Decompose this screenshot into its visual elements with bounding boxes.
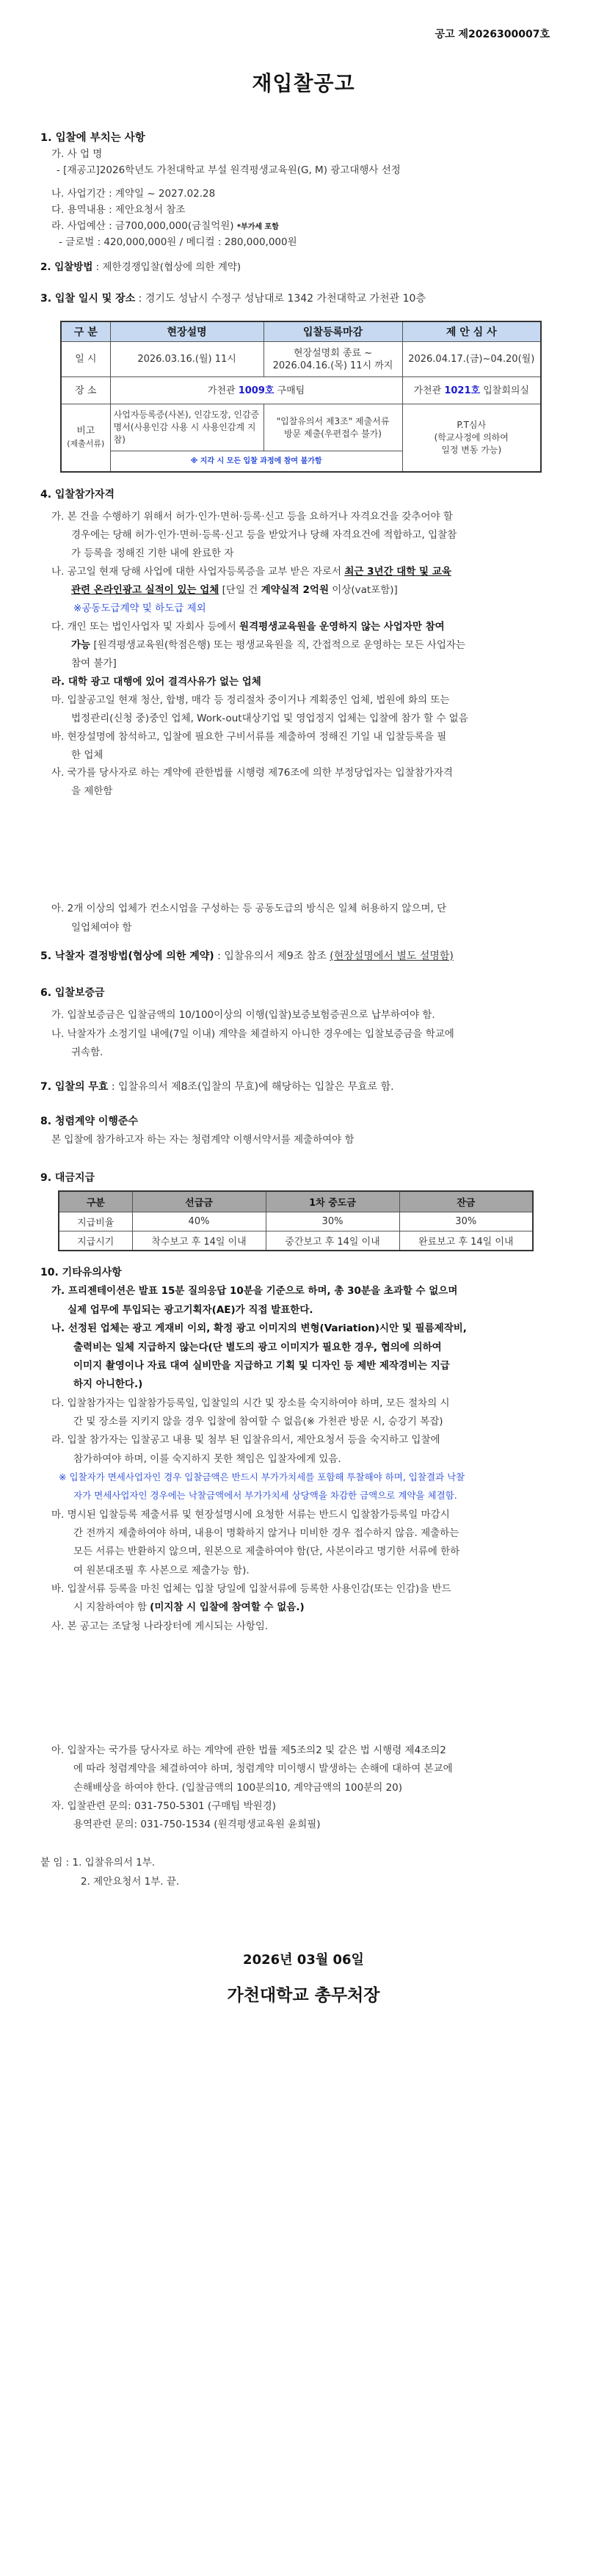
- s10-ra-note-1: ※ 입찰자가 면세사업자인 경우 입찰금액은 반드시 부가가치세를 포함해 투찰해야 하며, 입찰결과 낙찰: [59, 1471, 465, 1482]
- s4-na-2: [71, 583, 398, 597]
- s1-item-da-text: 다. 용역내용 : 제안요청서 참조: [51, 204, 186, 216]
- s10-da-1: 다. 입찰참가자는 입찰참가등록일, 입찰일의 시간 및 장소를 숙지하여야 하며, 모든 절차의 시: [51, 1397, 450, 1409]
- s4-ga-1: 가. 본 건을 수행하기 위해서 허가·인가·면허·등록·신고 등을 요하거나 자격요건을 갖추어야 할: [51, 511, 453, 523]
- s10-ja-2: 용역관련 문의: 031-750-1534 (원격평생교육원 윤희필): [73, 1819, 321, 1830]
- section-3: [40, 291, 426, 306]
- t1-label-datetime: 일 시: [61, 342, 110, 377]
- section-3-heading: 3. 입찰 일시 및 장소: [40, 293, 136, 305]
- s10-ra-1: 라. 입찰 참가자는 입찰공고 내용 및 첨부 된 입찰유의서, 제안요청서 등을 숙지하고 입찰에: [51, 1434, 440, 1446]
- s4-a-2: 일업체여야 함: [71, 922, 132, 934]
- bid-schedule-table: [60, 321, 542, 473]
- s4-na-vat: 이상(vat포함)]: [328, 584, 398, 596]
- s4-na-contract: 계약실적 2억원: [261, 584, 329, 596]
- s10-ba-1: 바. 입찰서류 등록을 마친 업체는 입찰 당일에 입찰서류에 등록한 사용인감(또는 인감)을 반드: [51, 1583, 451, 1595]
- s10-a-2: 에 따라 청렴계약을 체결하여야 하며, 청렴계약 미이행시 발생하는 손해에 대하여 본교에: [73, 1763, 453, 1775]
- section-3-text: : 경기도 성남시 수정구 성남대로 1342 가천대학교 가천관 10층: [135, 293, 426, 305]
- t1-place-building: 가천관: [207, 385, 239, 396]
- t1-briefing-datetime: 2026.03.16.(월) 11시: [110, 342, 263, 377]
- attachments: 붙 임 : 1. 입찰유의서 1부.: [40, 1857, 156, 1869]
- s6-na-2: 귀속함.: [71, 1047, 103, 1058]
- s1-vat-note: *부가세 포함: [236, 223, 279, 231]
- s10-ma-2: 간 전까지 제출하여야 하며, 내용이 명확하지 않거나 미비한 경우 접수하지 않음. 제출하는: [73, 1527, 459, 1539]
- notice-number: 공고 제2026300007호: [435, 29, 550, 40]
- t2-cell: 지급비율: [59, 1212, 132, 1231]
- s4-na-bold: 최근 3년간 대학 및 교육: [344, 566, 451, 578]
- t2-cell: 중간보고 후 14일 이내: [266, 1231, 399, 1251]
- page-title: 재입찰공고: [252, 71, 355, 95]
- t1-note-sublabel: (제출서류): [67, 439, 105, 449]
- s10-da-2: 간 및 장소를 지키지 않을 경우 입찰에 참여할 수 없음(※ 가천관 방문 시, 승강기 복잡): [73, 1416, 443, 1427]
- s4-da-3: 참여 불가]: [71, 658, 117, 669]
- s10-na-3: 이미지 촬영이나 자료 대여 실비만을 지급하고 기획 및 디자인 등 제반 제작경비는 지급: [73, 1360, 450, 1372]
- section-9-heading: 9. 대금지급: [40, 1172, 95, 1184]
- s4-da-bold-2: 가능: [71, 639, 91, 651]
- s4-ba-2: 한 업체: [71, 749, 103, 761]
- s4-sa-1: 사. 국가를 당사자로 하는 계약에 관한법률 시행령 제76조에 의한 부정당업자는 입찰참가자격: [51, 767, 453, 779]
- t2-header-category: 구분: [59, 1191, 132, 1212]
- s4-na-3: ※공동도급계약 및 하도급 제외: [73, 603, 206, 614]
- s4-ba-1: 바. 현장설명에 참석하고, 입찰에 필요한 구비서류를 제출하여 정해진 기일 내 입찰등록을 필: [51, 731, 447, 743]
- s1-budget: 라. 사업예산 : 금700,000,000(금칠억원): [51, 220, 234, 232]
- s4-ga-2: 경우에는 당해 허가·인가·면허·등록·신고 등을 받았거나 당해 자격요건에 적합하고, 입찰참: [71, 529, 457, 541]
- section-7: [40, 1080, 394, 1094]
- issuing-organization: 가천대학교 총무처장: [227, 1986, 380, 2005]
- t1-note-pt: P.T심사: [457, 419, 487, 430]
- s10-ba-text: 시 지참하여야 함: [73, 1601, 150, 1613]
- t1-note-label: 비고: [76, 426, 95, 437]
- section-5: [40, 949, 454, 964]
- t1-label-note: [61, 404, 110, 472]
- t1-place-building-2: 가천관: [413, 385, 445, 396]
- s4-da-text-2: [원격평생교육원(학점은행) 또는 평생교육원을 직, 간접적으로 운영하는 모든 사업자는: [90, 639, 465, 651]
- t1-review-datetime: 2026.04.17.(금)~04.20(월): [402, 342, 541, 377]
- s6-ga: 가. 입찰보증금은 입찰금액의 10/100이상의 이행(입찰)보증보험증권으로 납부하여야 함.: [51, 1009, 435, 1021]
- t1-place-briefing: [110, 377, 402, 404]
- attachment-2: 2. 제안요청서 1부. 끝.: [81, 1876, 180, 1888]
- s4-na-text-2: [단일 건: [219, 584, 261, 596]
- t1-note-pt-line2: (학교사정에 의하여: [434, 432, 509, 443]
- t1-note-sub-line2: 방문 제출(우편접수 불가): [284, 428, 382, 439]
- section-5-heading: 5. 낙찰자 결정방법(협상에 의한 계약): [40, 950, 214, 962]
- section-8-heading: 8. 청렴계약 이행준수: [40, 1116, 138, 1127]
- t2-header-balance: 잔금: [399, 1191, 533, 1212]
- section-5-note: (현장설명에서 별도 설명함): [330, 950, 454, 962]
- t2-cell: 착수보고 후 14일 이내: [132, 1231, 266, 1251]
- t2-cell: 40%: [132, 1212, 266, 1231]
- section-7-text: : 입찰유의서 제8조(입찰의 무효)에 해당하는 입찰은 무효로 함.: [108, 1081, 394, 1093]
- t2-header-interim: 1차 중도금: [266, 1191, 399, 1212]
- announcement-date: 2026년 03월 06일: [243, 1952, 364, 1968]
- s10-na-1: 나. 선정된 업체는 광고 게재비 이외, 확정 광고 이미지의 변형(Variation)시안 및 필름제작비,: [51, 1322, 467, 1334]
- section-8-text: 본 입찰에 참가하고자 하는 자는 청렴계약 이행서약서를 제출하여야 함: [51, 1134, 355, 1146]
- t2-cell: 30%: [266, 1212, 399, 1231]
- t1-deadline-datetime: [263, 342, 402, 377]
- section-5-text: : 입찰유의서 제9조 참조: [214, 950, 330, 962]
- s6-na-1: 나. 낙찰자가 소정기일 내에(7일 이내) 계약을 체결하지 아니한 경우에는 입찰보증금을 학교에: [51, 1028, 454, 1040]
- t1-note-pt-line3: 일정 변동 가능): [441, 444, 502, 455]
- s4-na-1: [51, 564, 451, 579]
- s10-ga-1: 가. 프리젠테이션은 발표 15분 질의응답 10분을 기준으로 하며, 총 30분을 초과할 수 없으며: [51, 1285, 458, 1297]
- t2-cell: 30%: [399, 1212, 533, 1231]
- s10-ba-2: [73, 1600, 305, 1615]
- section-2-heading: 2. 입찰방법: [40, 261, 93, 273]
- section-2-text: : 제한경쟁입찰(협상에 의한 계약): [92, 261, 241, 273]
- s10-ja-1: 자. 입찰관련 문의: 031-750-5301 (구매팀 박원경): [51, 1800, 276, 1812]
- s10-ra-2: 참가하여야 하며, 이를 숙지하지 못한 책임은 입찰자에게 있음.: [73, 1453, 341, 1465]
- s1-item-na: 나. 사업기간 : 계약일 ~ 2027.02.28: [51, 188, 216, 200]
- s4-da-bold: 원격평생교육원을 운영하지 않는 사업자만 참여: [239, 621, 445, 633]
- t1-deadline-line1: 현장설명회 종료 ~: [293, 347, 373, 359]
- s4-sa-2: 을 제한함: [71, 785, 113, 797]
- s10-sa: 사. 본 공고는 조달청 나라장터에 게시되는 사항임.: [51, 1620, 269, 1632]
- t2-cell: 완료보고 후 14일 이내: [399, 1231, 533, 1251]
- t1-note-review: [402, 404, 541, 472]
- t1-header-category: 구 분: [61, 321, 110, 342]
- t1-place-room-1009: 1009호: [238, 385, 275, 396]
- t1-header-deadline: 입찰등록마감: [263, 321, 402, 342]
- s4-da-2: [71, 638, 465, 652]
- s4-a-1: 아. 2개 이상의 업체가 컨소시엄을 구성하는 등 공동도급의 방식은 일체 허용하지 않으며, 단: [51, 903, 447, 914]
- t1-place-review: [402, 377, 541, 404]
- t1-deadline-line2: 2026.04.16.(목) 11시 까지: [272, 360, 393, 371]
- s4-da-text: 다. 개인 또는 법인사업자 및 자회사 등에서: [51, 621, 240, 633]
- t1-place-room-1021: 1021호: [444, 385, 481, 396]
- s10-na-2: 출력비는 일체 지급하지 않는다(단 별도의 광고 이미지가 필요한 경우, 협의에 의하여: [73, 1342, 442, 1353]
- t1-note-submission: [263, 404, 402, 451]
- t1-note-sub-line1: "입찰유의서 제3조" 제출서류: [276, 415, 390, 426]
- s4-da-1: [51, 619, 445, 634]
- s4-ra: 라. 대학 광고 대행에 있어 결격사유가 없는 업체: [51, 676, 261, 688]
- t1-label-place: 장 소: [61, 377, 110, 404]
- s4-ma-1: 마. 입찰공고일 현재 청산, 합병, 매각 등 정리절차 중이거나 계획중인 업체, 법원에 화의 또는: [51, 694, 450, 706]
- s10-a-1: 아. 입찰자는 국가를 당사자로 하는 계약에 관한 법률 제5조의2 및 같은 법 시행령 제4조의2: [51, 1744, 446, 1756]
- t1-note-documents: 사업자등록증(사본), 인감도장, 인감증명서(사용인감 사용 시 사용인감계 지참): [110, 404, 263, 451]
- t1-late-warning: ※ 지각 시 모든 입찰 과정에 참여 불가함: [110, 451, 402, 472]
- s4-na-bold-2: 관련 온라인광고 실적이 있는 업체: [71, 584, 219, 596]
- s10-ma-1: 마. 명시된 입찰등록 제출서류 및 현장설명시에 요청한 서류는 반드시 입찰참가등록일 마감시: [51, 1509, 450, 1521]
- section-10-heading: 10. 기타유의사항: [40, 1267, 122, 1278]
- s10-a-3: 손해배상을 하여야 한다. (입찰금액의 100분의10, 계약금액의 100분의 20): [73, 1782, 403, 1794]
- section-2: [40, 260, 241, 274]
- s1-item-ra: [51, 219, 279, 235]
- s10-ra-note-2: 자가 면세사업자인 경우에는 낙찰금액에서 부가가치세 상당액을 차감한 금액으로 계약을 체결함.: [73, 1490, 457, 1501]
- t1-header-briefing: 현장설명: [110, 321, 263, 342]
- s10-ga-2: 실제 업무에 투입되는 광고기획자(AE)가 직접 발표한다.: [68, 1304, 313, 1316]
- s10-ba-bold: (미지참 시 입찰에 참여할 수 없음.): [150, 1601, 305, 1613]
- table-row: [59, 1231, 533, 1251]
- table-row: [59, 1212, 533, 1231]
- t1-place-team: 구매팀: [274, 385, 305, 396]
- t2-cell: 지급시기: [59, 1231, 132, 1251]
- s10-ma-3: 모든 서류는 반환하지 않으며, 원본으로 제출하여야 함(단, 사본이라고 명기한 서류에 한하: [73, 1546, 460, 1557]
- s4-na-text: 나. 공고일 현재 당해 사업에 대한 사업자등록증을 교부 받은 자로서: [51, 566, 345, 578]
- section-7-heading: 7. 입찰의 무효: [40, 1081, 109, 1093]
- payment-table: [58, 1190, 534, 1251]
- s1-item-ga: 가. 사 업 명: [51, 148, 103, 160]
- t1-place-room-name: 입찰회의실: [480, 385, 529, 396]
- s4-ga-3: 가 등록을 정해진 기한 내에 완료한 자: [71, 547, 234, 559]
- s10-na-4: 하지 아니한다.): [73, 1378, 143, 1390]
- section-4-heading: 4. 입찰참가자격: [40, 489, 115, 501]
- section-6-heading: 6. 입찰보증금: [40, 987, 105, 999]
- s4-ma-2: 법정관리(신청 중)중인 업체, Work-out대상기업 및 영업정지 업체는 입찰에 참가 할 수 없음: [71, 713, 468, 724]
- s1-budget-detail: - 글로벌 : 420,000,000원 / 메디컬 : 280,000,000원: [59, 236, 297, 248]
- s1-project-name: - [재공고]2026학년도 가천대학교 부설 원격평생교육원(G, M) 광고대행사 선정: [57, 164, 401, 176]
- s10-ma-4: 여 원본대조필 후 사본으로 제출가능 함).: [73, 1565, 250, 1576]
- section-1-heading: 1. 입찰에 부치는 사항: [40, 132, 145, 144]
- t1-header-review: 제 안 심 사: [402, 321, 541, 342]
- t2-header-advance: 선급금: [132, 1191, 266, 1212]
